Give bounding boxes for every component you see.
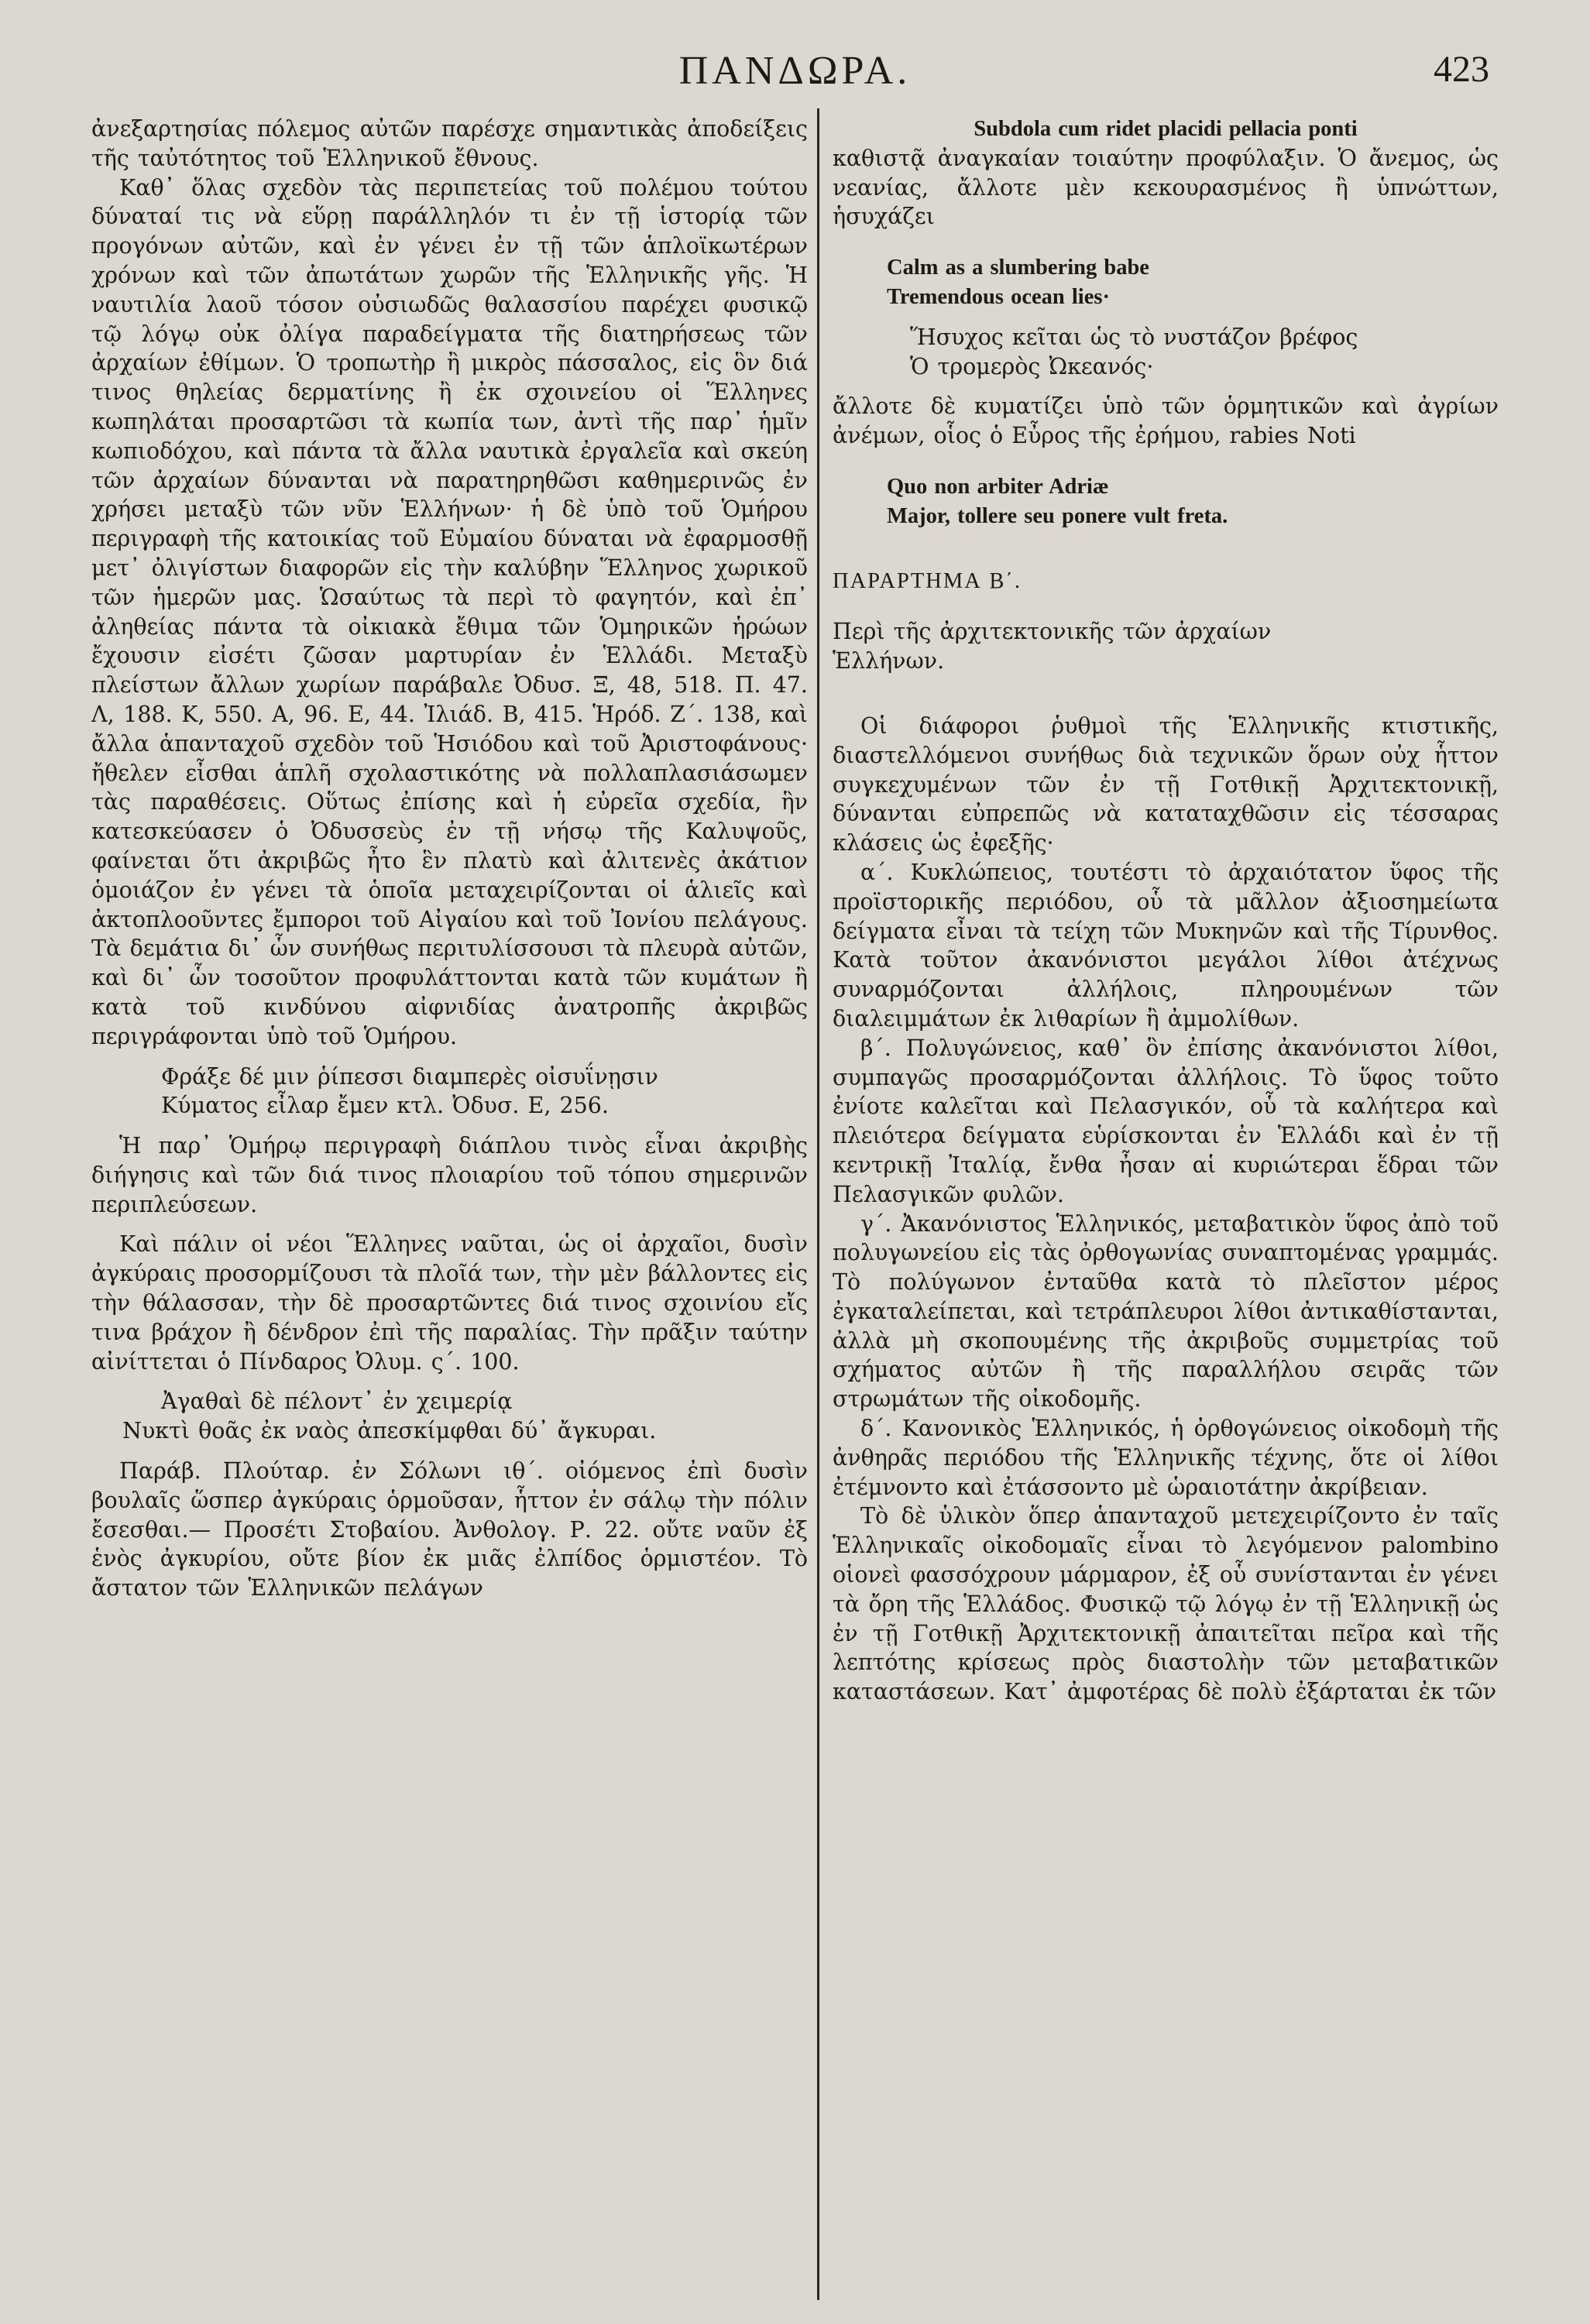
paragraph: Ἡ παρ᾽ Ὁμήρῳ περιγραφὴ διάπλου τινὸς εἶναι ἀκριβὴς διήγησις καὶ τῶν διά τινος πλοιαρίου τοῦ τόπου σημερινῶν περιπλεύσεων.	[91, 1133, 808, 1217]
latin-verse: Major, tollere seu ponere vult freta.	[887, 503, 1228, 528]
greek-verse: Ἥσυχος κεῖται ὡς τὸ νυστάζον βρέφος	[910, 324, 1358, 350]
paragraph: Καθ᾽ ὅλας σχεδὸν τὰς περιπετείας τοῦ πολέμου τούτου δύναταί τις νὰ εὕρῃ παράλληλόν τι ἐν τῇ ἱστορίᾳ τῶν προγόνων αὐτῶν, καὶ ἐν γένει ἐν τῇ τῶν ἁπλοϊκωτέρων χρόνων καὶ τῶν ἀπωτάτων χωρῶν τῆς Ἑλληνικῆς γῆς. Ἡ ναυτιλία λαοῦ τόσον οὐσιωδῶς θαλασσίου παρέχει φυσικῷ τῷ λόγῳ οὐκ ὀλίγα παραδείγματα τῆς διατηρήσεως τῶν ἀρχαίων ἐθίμων. Ὁ τροπωτὴρ ἢ μικρὸς πάσσαλος, εἰς ὃν διά τινος θηλείας δερματίνης ἢ ἐκ σχοινείου οἱ Ἕλληνες κωπηλάται προσαρτῶσι τὰ κωπία των, ἀντὶ τῆς παρ᾽ ἡμῖν κωπιοδόχου, καὶ πάντα τὰ ἄλλα ναυτικὰ ἐργαλεῖα καὶ σκεύη τῶν ἀρχαίων δύνανται νὰ παρατηρηθῶσι καθημερινῶς ἐν χρήσει μεταξὺ τῶν νῦν Ἑλλήνων· ἡ δὲ ὑπὸ τοῦ Ὁμήρου περιγραφὴ τῆς κατοικίας τοῦ Εὐμαίου δύναται νὰ ἐφαρμοσθῇ μετ᾽ ὀλιγίστων διαφορῶν εἰς τὴν καλύβην Ἕλληνος χωρικοῦ τῶν ἡμερῶν μας. Ὡσαύτως τὰ περὶ τὸ φαγητόν, καὶ ἐπ᾽ ἀληθείας πάντα τὰ οἰκιακὰ ἔθιμα τῶν Ὁμηρικῶν ἡρώων ἔχουσιν εἰσέτι ζῶσαν μαρτυρίαν ἐν Ἑλλάδι. Μεταξὺ πλείστων ἄλλων χωρίων παράβαλε Ὀδυσ. Ξ, 48, 518. Π. 47. Λ, 188. Κ, 550. Α, 96. Ε, 44. Ἰλιάδ. Β, 415. Ἡρόδ. Ζ΄. 138, καὶ ἄλλα ἁπανταχοῦ σχεδὸν τοῦ Ἡσιόδου καὶ τοῦ Ἀριστοφάνους· ἤθελεν εἶσθαι ἁπλῆ σχολαστικότης νὰ πολλαπλασιάσωμεν τὰς παραθέσεις. Οὕτως ἐπίσης καὶ ἡ εὐρεῖα σχεδία, ἣν κατεσκεύασεν ὁ Ὀδυσσεὺς ἐν τῇ νήσῳ τῆς Καλυψοῦς, φαίνεται ὅτι ἀκριβῶς ἦτο ἓν πλατὺ καὶ ἀλιτενὲς ἀκάτιον ὁμοιάζον ἐν γένει τὰ ὁποῖα μεταχειρίζονται οἱ ἁλιεῖς καὶ ἀκτοπλοοῦντες ἔμποροι τοῦ Αἰγαίου καὶ τοῦ Ἰονίου πελάγους. Τὰ δεμάτια δι᾽ ὧν συνήθως περιτυλίσσουσι τὰ πλευρὰ αὐτῶν, καὶ δι᾽ ὧν τοσοῦτον προφυλάττονται κατὰ τῶν κυμάτων ἢ κατὰ τοῦ κινδύνου αἰφνιδίας ἀνατροπῆς ἀκριβῶς περιγράφονται ὑπὸ τοῦ Ὁμήρου.	[91, 174, 808, 1049]
english-verse: Tremendous ocean lies·	[887, 284, 1110, 309]
verse-line: Ἀγαθαὶ δὲ πέλοντ᾽ ἐν χειμερίᾳ	[161, 1389, 513, 1415]
section-title: Ἑλλήνων.	[833, 648, 945, 675]
paragraph: α΄. Κυκλώπειος, τουτέστι τὸ ἀρχαιότατον ὕφος τῆς προϊστορικῆς περιόδου, οὗ τὰ μᾶλλον ἀξιοσημείωτα δείγματα εἶναι τὰ τείχη τῶν Μυκηνῶν καὶ τῆς Τίρυνθος. Κατὰ τοῦτον ἀκανόνιστοι μεγάλοι λίθοι ἀτέχνως συναρμόζονται ἀλλήλοις, πληρουμένων τῶν διαλειμμάτων ἐκ λιθαρίων ἢ ἀμμολίθων.	[833, 859, 1499, 1032]
running-header	[0, 48, 1590, 102]
appendix-title: ΠΑΡΑΡΤΗΜΑ Β΄.	[833, 568, 1022, 593]
paragraph: Τὸ δὲ ὑλικὸν ὅπερ ἁπανταχοῦ μετεχειρίζοντο ἐν ταῖς Ἑλληνικαῖς οἰκοδομαῖς εἶναι τὸ λεγόμενον palombino οἱονεὶ φασσόχρουν μάρμαρον, ἐξ οὗ συνίστανται ἐν γένει τὰ ὄρη τῆς Ἑλλάδος. Φυσικῷ τῷ λόγῳ ἐν τῇ Ἑλληνικῇ ὡς ἐν τῇ Γοτθικῇ Ἀρχιτεκτονικῇ ἀπαιτεῖται πεῖρα καὶ τῆς λεπτότης κρίσεως πρὸς διαστολὴν τῶν μεταβατικῶν καταστάσεων. Κατ᾽ ἀμφοτέρας δὲ πολὺ ἐξάρταται ἐκ τῶν	[833, 1503, 1499, 1705]
english-verse: Calm as a slumbering babe	[887, 256, 1149, 280]
paragraph: καθιστᾷ ἀναγκαίαν τοιαύτην προφύλαξιν. Ὁ ἄνεμος, ὡς νεανίας, ἄλλοτε μὲν κεκουρασμένος ἢ ὑπνώττων, ἡσυχάζει	[833, 145, 1499, 230]
paragraph: Καὶ πάλιν οἱ νέοι Ἕλληνες ναῦται, ὡς οἱ ἀρχαῖοι, δυσὶν ἀγκύραις προσορμίζουσι τὰ πλοῖά των, τὴν μὲν βάλλοντες εἰς τὴν θάλασσαν, τὴν δὲ προσαρτῶντες διά τινος σχοινίου εἴς τινα βράχον ἢ δένδρον ἐπὶ τῆς παραλίας. Τὴν πρᾶξιν ταύτην αἰνίττεται ὁ Πίνδαρος Ὀλυμ. ς΄. 100.	[91, 1231, 808, 1375]
paragraph: β΄. Πολυγώνειος, καθ᾽ ὃν ἐπίσης ἀκανόνιστοι λίθοι, συμπαγῶς προσαρμόζονται ἀλλήλοις. Τὸ ὕφος τοῦτο ἐνίοτε καλεῖται καὶ Πελασγικόν, οὗ τὰ καλήτερα καὶ πλειότερα δείγματα εὑρίσκονται ἐν Ἑλλάδι καὶ ἐν τῇ κεντρικῇ Ἰταλίᾳ, ἔνθα ἦσαν αἱ κυριώτεραι ἕδραι τῶν Πελασγικῶν φυλῶν.	[833, 1035, 1499, 1207]
paragraph: Οἱ διάφοροι ῥυθμοὶ τῆς Ἑλληνικῆς κτιστικῆς, διαστελλόμενοι συνήθως διὰ τεχνικῶν ὅρων οὐχ ἧττον συγκεχυμένων τῶν ἐν τῇ Γοτθικῇ Ἀρχιτεκτονικῇ, δύνανται εὐπρεπῶς νὰ καταταχθῶσιν εἰς τέσσαρας κλάσεις ὡς ἐφεξῆς·	[833, 712, 1499, 856]
verse-line: Νυκτὶ θοᾶς ἐκ ναὸς ἀπεσκίμφθαι δύ᾽ ἄγκυραι.	[122, 1418, 657, 1444]
column-divider	[817, 108, 819, 2300]
latin-verse: Quo non arbiter Adriæ	[887, 474, 1109, 499]
paragraph: δ΄. Κανονικὸς Ἑλληνικός, ἡ ὀρθογώνειος οἰκοδομὴ τῆς ἀνθηρᾶς περιόδου τῆς Ἑλληνικῆς τέχνης, ὅτε οἱ λίθοι ἐτέμνοντο καὶ ἐτάσσοντο μὲ ὡραιοτάτην ἀκρίβειαν.	[833, 1416, 1499, 1500]
latin-verse: Subdola cum ridet placidi pellacia ponti	[974, 117, 1358, 141]
journal-title: ΠΑΝΔΩΡΑ.	[678, 49, 912, 93]
paragraph: γ΄. Ἀκανόνιστος Ἑλληνικός, μεταβατικὸν ὕφος ἀπὸ τοῦ πολυγωνείου εἰς τὰς ὀρθογωνίας συναπτομένας γραμμάς. Τὸ πολύγωνον ἐνταῦθα κατὰ τὸ πλεῖστον μέρος ἐγκαταλείπεται, καὶ τετράπλευροι λίθοι ἀντικαθίστανται, ἀλλὰ μὴ σκοπουμένης τῆς ἀκριβοῦς συμμετρίας τοῦ σχήματος αὐτῶν ἢ τῆς παραλλήλου σειρᾶς τῶν στρωμάτων τῆς οἰκοδομῆς.	[833, 1210, 1499, 1413]
left-column	[91, 115, 808, 2298]
verse-line: Φράξε δέ μιν ῥίπεσσι διαμπερὲς οἰσυΐνῃσιν	[161, 1063, 658, 1090]
section-title: Περὶ τῆς ἀρχιτεκτονικῆς τῶν ἀρχαίων	[833, 619, 1272, 645]
page-number: 423	[1434, 49, 1489, 90]
verse-line: Κύματος εἶλαρ ἔμεν κτλ. Ὀδυσ. Ε, 256.	[161, 1093, 609, 1119]
paragraph: Παράβ. Πλούταρ. ἐν Σόλωνι ιθ΄. οἰόμενος ἐπὶ δυσὶν βουλαῖς ὥσπερ ἀγκύραις ὁρμοῦσαν, ἧττον ἐν σάλῳ τὴν πόλιν ἔσεσθαι.— Προσέτι Στοβαίου. Ἀνθολογ. Ρ. 22. οὔτε ναῦν ἐξ ἑνὸς ἀγκυρίου, οὔτε βίον ἐκ μιᾶς ἐλπίδος ὁρμιστέον. Τὸ ἄστατον τῶν Ἑλληνικῶν πελάγων	[91, 1458, 808, 1601]
greek-verse: Ὁ τρομερὸς Ὠκεανός·	[910, 353, 1154, 379]
paragraph: ἄλλοτε δὲ κυματίζει ὑπὸ τῶν ὁρμητικῶν καὶ ἀγρίων ἀνέμων, οἷος ὁ Εὖρος τῆς ἐρήμου, rabies Noti	[833, 393, 1499, 449]
paragraph: ἀνεξαρτησίας πόλεμος αὐτῶν παρέσχε σημαντικὰς ἀποδείξεις τῆς ταὐτότητος τοῦ Ἑλληνικοῦ ἔθνους.	[91, 116, 808, 171]
right-column	[833, 115, 1499, 2298]
